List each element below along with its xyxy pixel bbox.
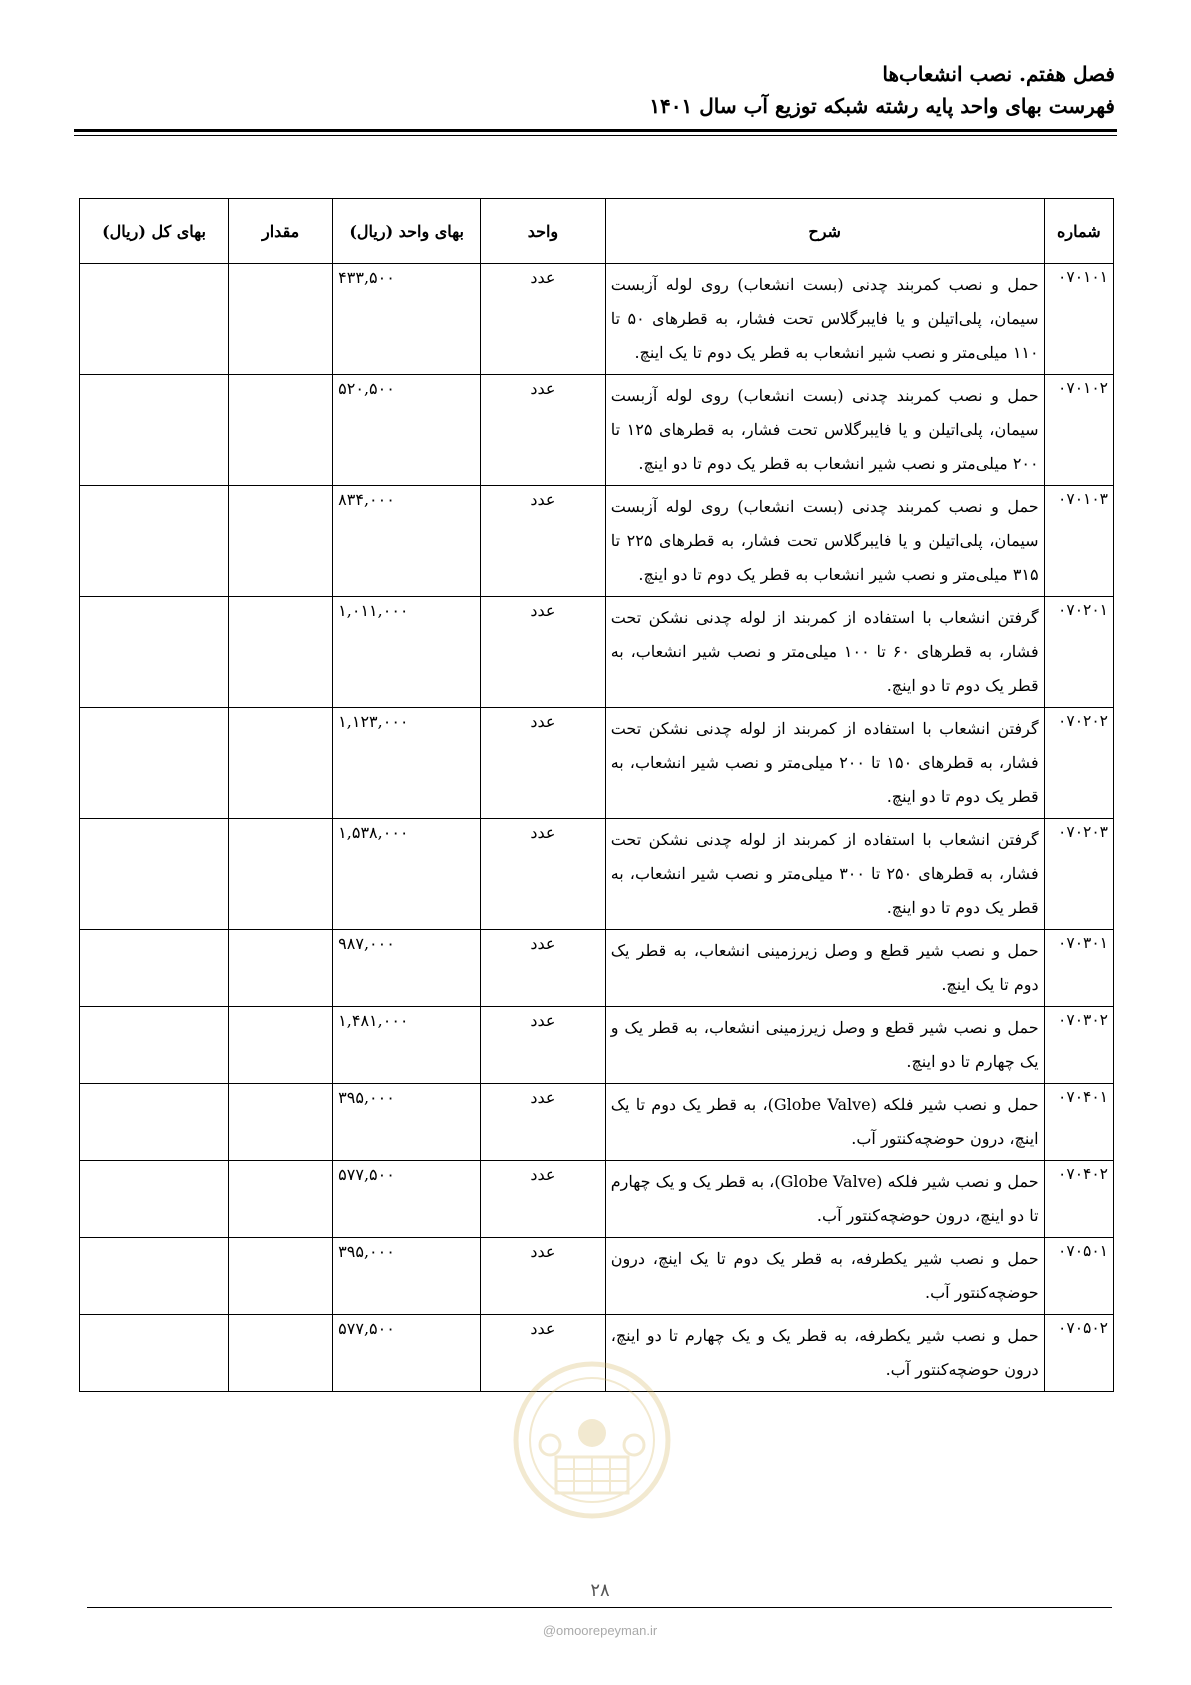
item-description: حمل و نصب شیر فلکه (Globe Valve)، به قطر یک و یک چهارم تا دو اینچ، درون حوضچه‌کنتور آب.	[605, 1161, 1044, 1238]
item-quantity	[229, 1007, 333, 1084]
column-header-unit-price: بهای واحد (ریال)	[333, 199, 481, 264]
item-unit-price: ۱,۵۳۸,۰۰۰	[333, 819, 481, 930]
item-total-price	[80, 819, 229, 930]
item-total-price	[80, 486, 229, 597]
column-header-unit: واحد	[481, 199, 606, 264]
table-row	[80, 486, 1114, 597]
item-total-price	[80, 1315, 229, 1392]
item-unit: عدد	[481, 264, 606, 375]
item-description: حمل و نصب کمربند چدنی (بست انشعاب) روی لوله آزبست سیمان، پلی‌اتیلن و یا فایبرگلاس تحت فشار، به قطرهای ۵۰ تا ۱۱۰ میلی‌متر و نصب شیر انشعاب به قطر یک دوم تا یک اینچ.	[605, 264, 1044, 375]
item-quantity	[229, 375, 333, 486]
document-subtitle: فهرست بهای واحد پایه رشته شبکه توزیع آب سال ۱۴۰۱	[649, 94, 1115, 118]
item-unit: عدد	[481, 597, 606, 708]
item-quantity	[229, 264, 333, 375]
item-total-price	[80, 1084, 229, 1161]
column-header-total-price: بهای کل (ریال)	[80, 199, 229, 264]
item-unit-price: ۱,۴۸۱,۰۰۰	[333, 1007, 481, 1084]
item-code: ۰۷۰۲۰۳	[1044, 819, 1113, 930]
item-description: حمل و نصب شیر قطع و وصل زیرزمینی انشعاب، به قطر یک و یک چهارم تا دو اینچ.	[605, 1007, 1044, 1084]
item-code: ۰۷۰۲۰۱	[1044, 597, 1113, 708]
table-row	[80, 1084, 1114, 1161]
item-code: ۰۷۰۱۰۲	[1044, 375, 1113, 486]
table-row	[80, 375, 1114, 486]
item-code: ۰۷۰۲۰۲	[1044, 708, 1113, 819]
item-total-price	[80, 375, 229, 486]
item-description: حمل و نصب شیر فلکه (Globe Valve)، به قطر یک دوم تا یک اینچ، درون حوضچه‌کنتور آب.	[605, 1084, 1044, 1161]
table-row	[80, 708, 1114, 819]
item-unit-price: ۹۸۷,۰۰۰	[333, 930, 481, 1007]
price-table	[79, 198, 1114, 1392]
item-description: گرفتن انشعاب با استفاده از کمربند از لوله چدنی نشکن تحت فشار، به قطرهای ۲۵۰ تا ۳۰۰ میلی‌متر و نصب شیر انشعاب، به قطر یک دوم تا دو اینچ.	[605, 819, 1044, 930]
item-unit: عدد	[481, 486, 606, 597]
item-quantity	[229, 1238, 333, 1315]
item-unit-price: ۳۹۵,۰۰۰	[333, 1084, 481, 1161]
column-header-code: شماره	[1044, 199, 1113, 264]
item-description: حمل و نصب کمربند چدنی (بست انشعاب) روی لوله آزبست سیمان، پلی‌اتیلن و یا فایبرگلاس تحت فشار، به قطرهای ۱۲۵ تا ۲۰۰ میلی‌متر و نصب شیر انشعاب به قطر یک دوم تا دو اینچ.	[605, 375, 1044, 486]
item-unit: عدد	[481, 1238, 606, 1315]
item-code: ۰۷۰۱۰۱	[1044, 264, 1113, 375]
table-row	[80, 819, 1114, 930]
site-watermark-text: @omoorepeyman.ir	[542, 1623, 658, 1638]
item-description: حمل و نصب شیر یکطرفه، به قطر یک و یک چهارم تا دو اینچ، درون حوضچه‌کنتور آب.	[605, 1315, 1044, 1392]
column-header-description: شرح	[605, 199, 1044, 264]
chapter-title: فصل هفتم. نصب انشعاب‌ها	[882, 62, 1115, 86]
item-quantity	[229, 1315, 333, 1392]
table-header-row	[80, 199, 1114, 264]
item-quantity	[229, 930, 333, 1007]
item-code: ۰۷۰۴۰۲	[1044, 1161, 1113, 1238]
item-quantity	[229, 819, 333, 930]
item-description: گرفتن انشعاب با استفاده از کمربند از لوله چدنی نشکن تحت فشار، به قطرهای ۶۰ تا ۱۰۰ میلی‌متر و نصب شیر انشعاب، به قطر یک دوم تا دو اینچ.	[605, 597, 1044, 708]
item-unit: عدد	[481, 1007, 606, 1084]
column-header-quantity: مقدار	[229, 199, 333, 264]
item-code: ۰۷۰۳۰۱	[1044, 930, 1113, 1007]
item-code: ۰۷۰۵۰۲	[1044, 1315, 1113, 1392]
footer-rule	[87, 1607, 1112, 1608]
item-unit: عدد	[481, 1315, 606, 1392]
item-code: ۰۷۰۵۰۱	[1044, 1238, 1113, 1315]
item-quantity	[229, 597, 333, 708]
item-description: گرفتن انشعاب با استفاده از کمربند از لوله چدنی نشکن تحت فشار، به قطرهای ۱۵۰ تا ۲۰۰ میلی‌متر و نصب شیر انشعاب، به قطر یک دوم تا دو اینچ.	[605, 708, 1044, 819]
item-total-price	[80, 1161, 229, 1238]
table-row	[80, 1315, 1114, 1392]
item-unit: عدد	[481, 1161, 606, 1238]
table-row	[80, 264, 1114, 375]
item-unit: عدد	[481, 1084, 606, 1161]
item-code: ۰۷۰۳۰۲	[1044, 1007, 1113, 1084]
item-code: ۰۷۰۴۰۱	[1044, 1084, 1113, 1161]
header-rule-thin	[74, 135, 1117, 136]
table-row	[80, 930, 1114, 1007]
item-quantity	[229, 1161, 333, 1238]
item-unit: عدد	[481, 930, 606, 1007]
item-quantity	[229, 1084, 333, 1161]
item-quantity	[229, 708, 333, 819]
item-unit: عدد	[481, 708, 606, 819]
item-unit-price: ۵۷۷,۵۰۰	[333, 1315, 481, 1392]
item-unit-price: ۵۷۷,۵۰۰	[333, 1161, 481, 1238]
item-description: حمل و نصب شیر قطع و وصل زیرزمینی انشعاب، به قطر یک دوم تا یک اینچ.	[605, 930, 1044, 1007]
item-unit: عدد	[481, 819, 606, 930]
item-total-price	[80, 1007, 229, 1084]
page-number: ۲۸	[590, 1580, 610, 1601]
table-row	[80, 1161, 1114, 1238]
item-total-price	[80, 264, 229, 375]
item-quantity	[229, 486, 333, 597]
table-row	[80, 1238, 1114, 1315]
item-unit: عدد	[481, 375, 606, 486]
item-description: حمل و نصب شیر یکطرفه، به قطر یک دوم تا یک اینچ، درون حوضچه‌کنتور آب.	[605, 1238, 1044, 1315]
item-description: حمل و نصب کمربند چدنی (بست انشعاب) روی لوله آزبست سیمان، پلی‌اتیلن و یا فایبرگلاس تحت فشار، به قطرهای ۲۲۵ تا ۳۱۵ میلی‌متر و نصب شیر انشعاب به قطر یک دوم تا دو اینچ.	[605, 486, 1044, 597]
table-row	[80, 1007, 1114, 1084]
table-row	[80, 597, 1114, 708]
item-code: ۰۷۰۱۰۳	[1044, 486, 1113, 597]
item-unit-price: ۸۳۴,۰۰۰	[333, 486, 481, 597]
item-unit-price: ۱,۱۲۳,۰۰۰	[333, 708, 481, 819]
item-total-price	[80, 1238, 229, 1315]
item-unit-price: ۴۳۳,۵۰۰	[333, 264, 481, 375]
header-rule-thick	[74, 129, 1117, 132]
item-total-price	[80, 708, 229, 819]
item-total-price	[80, 597, 229, 708]
item-unit-price: ۵۲۰,۵۰۰	[333, 375, 481, 486]
item-unit-price: ۳۹۵,۰۰۰	[333, 1238, 481, 1315]
item-unit-price: ۱,۰۱۱,۰۰۰	[333, 597, 481, 708]
page-header	[75, 58, 1115, 122]
item-total-price	[80, 930, 229, 1007]
